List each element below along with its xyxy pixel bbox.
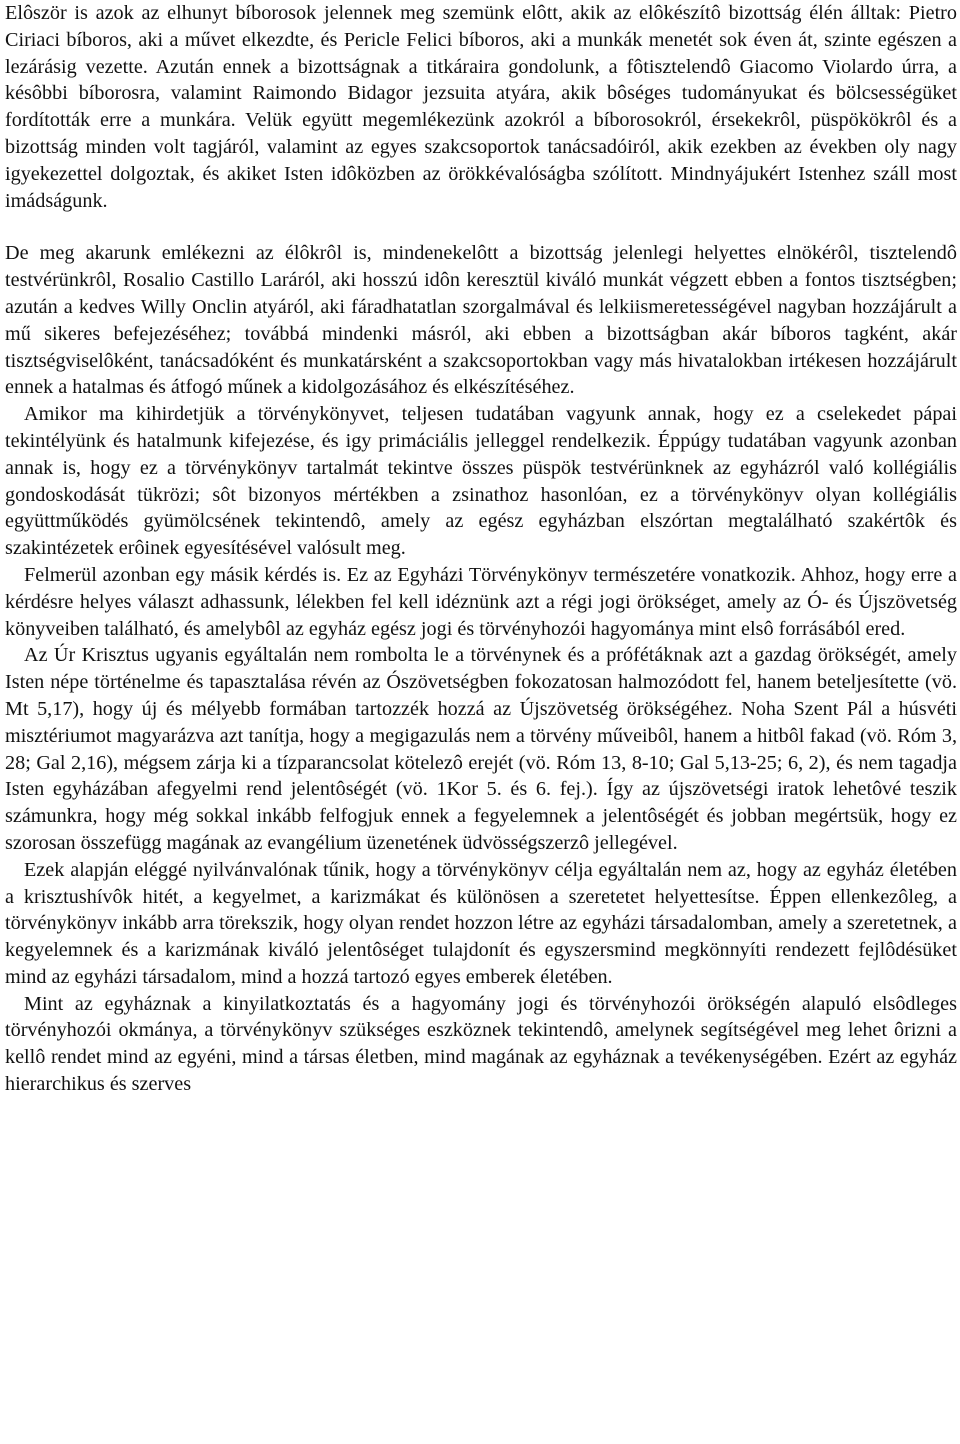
paragraph-2: De meg akarunk emlékezni az élôkrôl is, mindenekelôtt a bizottság jelenlegi helyettes elnökérôl, tisztelendô testvérünkrôl, Rosalio Castillo Laráról, aki hosszú idôn keresztül kiváló munkát végzett ebben a fontos tisztségben; azután a kedves Willy Onclin atyáról, aki fáradhatatlan szorgalmával és lelkiismeretességével nagyban hozzájárult a mű sikeres befejezéséhez; továbbá mindenki másról, aki ebben a bizottságban akár bíboros tagként, akár tisztségviselôként, tanácsadóként és munkatársként a szakcsoportokban vagy más hivatalokban irtékesen hozzájárult ennek a hatalmas és átfogó műnek a kidolgozásához és elkészítéséhez.: [5, 242, 957, 399]
paragraph-7: Mint az egyháznak a kinyilatkoztatás és a hagyomány jogi és törvényhozói örökségén alapuló elsôdleges törvényhozói okmánya, a törvénykönyv szükséges eszköznek tekintendô, amelynek segítségével meg lehet ôrizni a kellô rendet mind az egyéni, mind a társas életben, mind magának az egyháznak a tevékenységében. Ezért az egyház hierarchikus és szerves: [5, 992, 957, 1096]
paragraph-1: Elôször is azok az elhunyt bíborosok jelennek meg szemünk elôtt, akik az elôkészítô bizottság élén álltak: Pietro Ciriaci bíboros, aki a művet elkezdte, és Pericle Felici bíboros, aki a munkák menetét sok éven át, szinte egészen a lezárásig vezette. Azután ennek a bizottságnak a titkáraira gondolunk, a fôtisztelendô Giacomo Violardo úrra, a késôbbi bíborosra, valamint Raimondo Bidagor jezsuita atyára, akik bôséges tudományukat és bölcsességüket fordították erre a munkára. Velük együtt megemlékezünk azokról a bíborosokról, érsekekrôl, püspökökrôl és a bizottság minden volt tagjáról, valamint az egyes szakcsoportok tanácsadóiról, akik ezekben az években oly nagy igyekezettel dolgoztak, és akiket Isten idôközben az örökkévalóságba szólított. Mindnyájukért Istenhez száll most imádságunk.: [5, 2, 957, 212]
paragraph-5: Az Úr Krisztus ugyanis egyáltalán nem rombolta le a törvénynek és a prófétáknak azt a gazdag örökségét, amely Isten népe történelme és tapasztalása révén az Ószövetségben fokozatosan halmozódott fel, hanem beteljesítette (vö. Mt 5,17), hogy új és mélyebb formában tartozzék hozzá az Újszövetség örökségéhez. Noha Szent Pál a húsvéti misztériumot magyarázva azt tanítja, hogy a megigazulás nem a törvény műveibôl, hanem a hitbôl fakad (vö. Róm 3, 28; Gal 2,16), mégsem zárja ki a tízparancsolat kötelezô erejét (vö. Róm 13, 8-10; Gal 5,13-25; 6, 2), és nem tagadja Isten egyházában afegyelmi rend jelentôségét (vö. 1Kor 5. és 6. fej.). Így az újszövetségi iratok lehetôvé teszik számunkra, hogy még sokkal inkább felfogjuk ennek a fegyelemnek a jelentôségét és jobban megértsük, hogy ez szorosan összefügg magának az evangélium üzenetének üdvösségszerzô jellegével.: [5, 644, 957, 854]
paragraph-4: Felmerül azonban egy másik kérdés is. Ez az Egyházi Törvénykönyv természetére vonatkozik. Ahhoz, hogy erre a kérdésre helyes választ adhassunk, lélekben fel kell idéznünk azt a régi jogi örökséget, amely az Ó- és Újszövetség könyveiben található, és amelybôl az egyház egész jogi és törvényhozói hagyománya mint elsô forrásából ered.: [5, 563, 957, 640]
paragraph-6: Ezek alapján eléggé nyilvánvalónak tűnik, hogy a törvénykönyv célja egyáltalán nem az, hogy az egyház életében a krisztushívôk hitét, a kegyelmet, a karizmákat és különösen a szeretetet helyettesítse. Éppen ellenkezôleg, a törvénykönyv inkább arra törekszik, hogy olyan rendet hozzon létre az egyházi társadalomban, amely a szeretetnek, a kegyelemnek és a karizmának kiváló jelentôséget tulajdonít és egyszersmind megkönnyíti rendezett fejlôdésüket mind az egyházi társadalom, mind a hozzá tartozó egyes emberek életében.: [5, 858, 957, 988]
paragraph-3: Amikor ma kihirdetjük a törvénykönyvet, teljesen tudatában vagyunk annak, hogy ez a cselekedet pápai tekintélyünk és hatalmunk kifejezése, és igy primáciális jelleggel rendelkezik. Éppúgy tudatában vagyunk azonban annak is, hogy ez a törvénykönyv tartalmát tekintve összes püspök testvérünknek az egyházról való kollégiális gondoskodását tükrözi; sôt bizonyos mértékben a zsinathoz hasonlóan, ez a törvénykönyv olyan kollégiális együttműködés gyümölcsének tekintendô, amely az egész egyházban elszórtan megtalálható szakértôk és szakintézetek erôinek egyesítésével valósult meg.: [5, 403, 957, 560]
document-page: [5, 0, 957, 1098]
